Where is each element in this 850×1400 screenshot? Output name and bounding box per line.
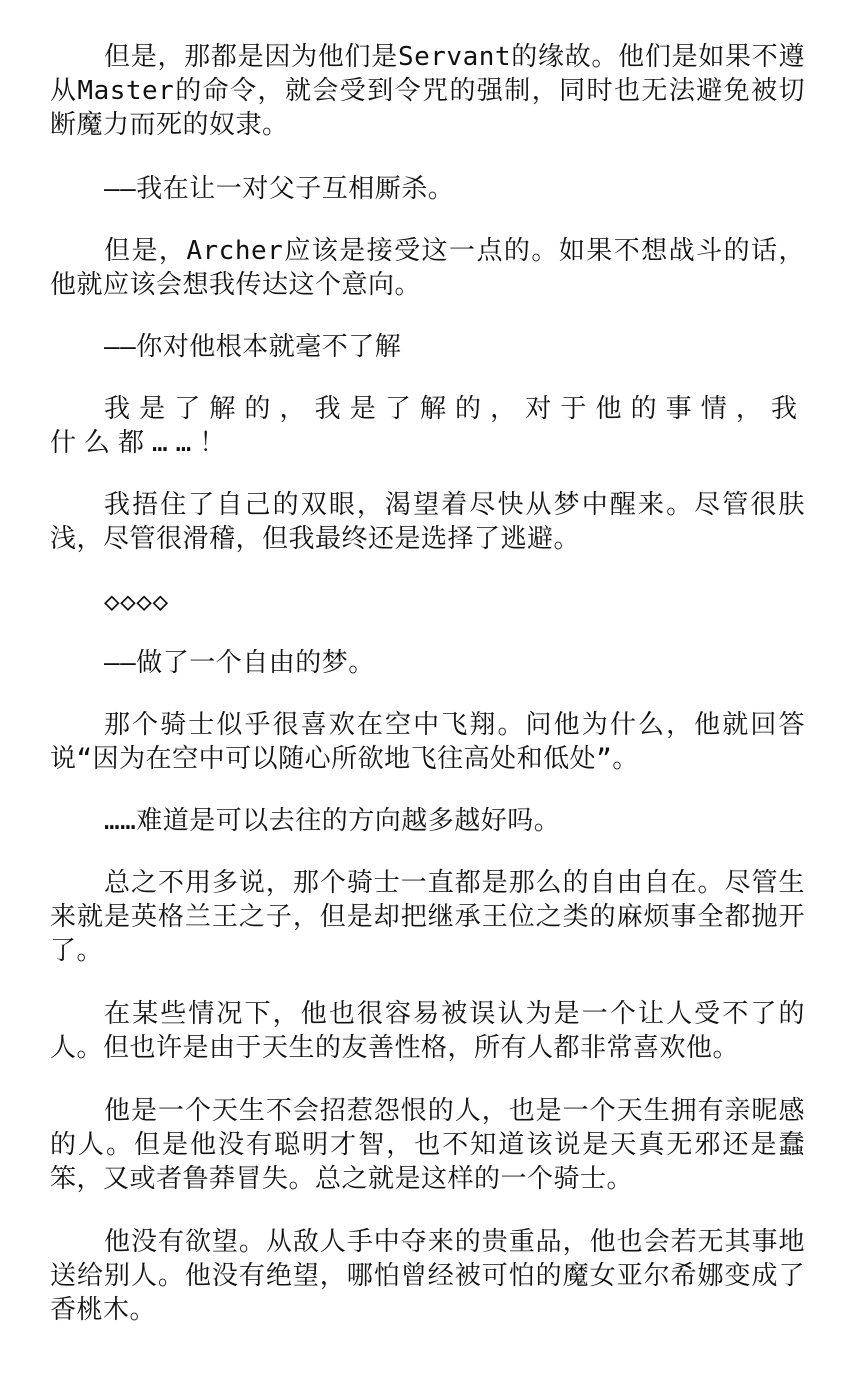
- paragraph-13: 他没有欲望。从敌人手中夺来的贵重品，他也会若无其事地送给别人。他没有绝望，哪怕曾经被可怕的魔女亚尔希娜变成了香桃木。: [50, 1227, 805, 1325]
- section-divider: ◇◇◇◇: [104, 587, 169, 617]
- paragraph-3: 但是，Archer应该是接受这一点的。如果不想战斗的话，他就应该会想我传达这个意向。: [50, 236, 805, 300]
- paragraph-1: 但是，那都是因为他们是Servant的缘故。他们是如果不遵从Master的命令，就会受到令咒的强制，同时也无法避免被切断魔力而死的奴隶。: [50, 42, 805, 140]
- paragraph-6: 我捂住了自己的双眼，渴望着尽快从梦中醒来。尽管很肤浅，尽管很滑稽，但我最终还是选择了逃避。: [50, 490, 805, 554]
- paragraph-11: 在某些情况下，他也很容易被误认为是一个让人受不了的人。但也许是由于天生的友善性格，所有人都非常喜欢他。: [50, 999, 805, 1063]
- paragraph-2: ——我在让一对父子互相厮杀。: [104, 174, 455, 204]
- paragraph-7: ——做了一个自由的梦。: [104, 648, 375, 678]
- paragraph-10: 总之不用多说，那个骑士一直都是那么的自由自在。尽管生来就是英格兰王之子，但是却把继承王位之类的麻烦事全都抛开了。: [50, 868, 805, 966]
- paragraph-4: ——你对他根本就毫不了解: [104, 332, 402, 362]
- paragraph-9: ……难道是可以去往的方向越多越好吗。: [104, 806, 561, 836]
- paragraph-12: 他是一个天生不会招惹怨恨的人，也是一个天生拥有亲昵感的人。但是他没有聪明才智，也不知道该说是天真无邪还是蠢笨，又或者鲁莽冒失。总之就是这样的一个骑士。: [50, 1096, 805, 1194]
- paragraph-8: 那个骑士似乎很喜欢在空中飞翔。问他为什么，他就回答说“因为在空中可以随心所欲地飞往高处和低处”。: [50, 710, 805, 774]
- paragraph-5: 我是了解的，我是了解的，对于他的事情，我什么都……！: [50, 394, 805, 458]
